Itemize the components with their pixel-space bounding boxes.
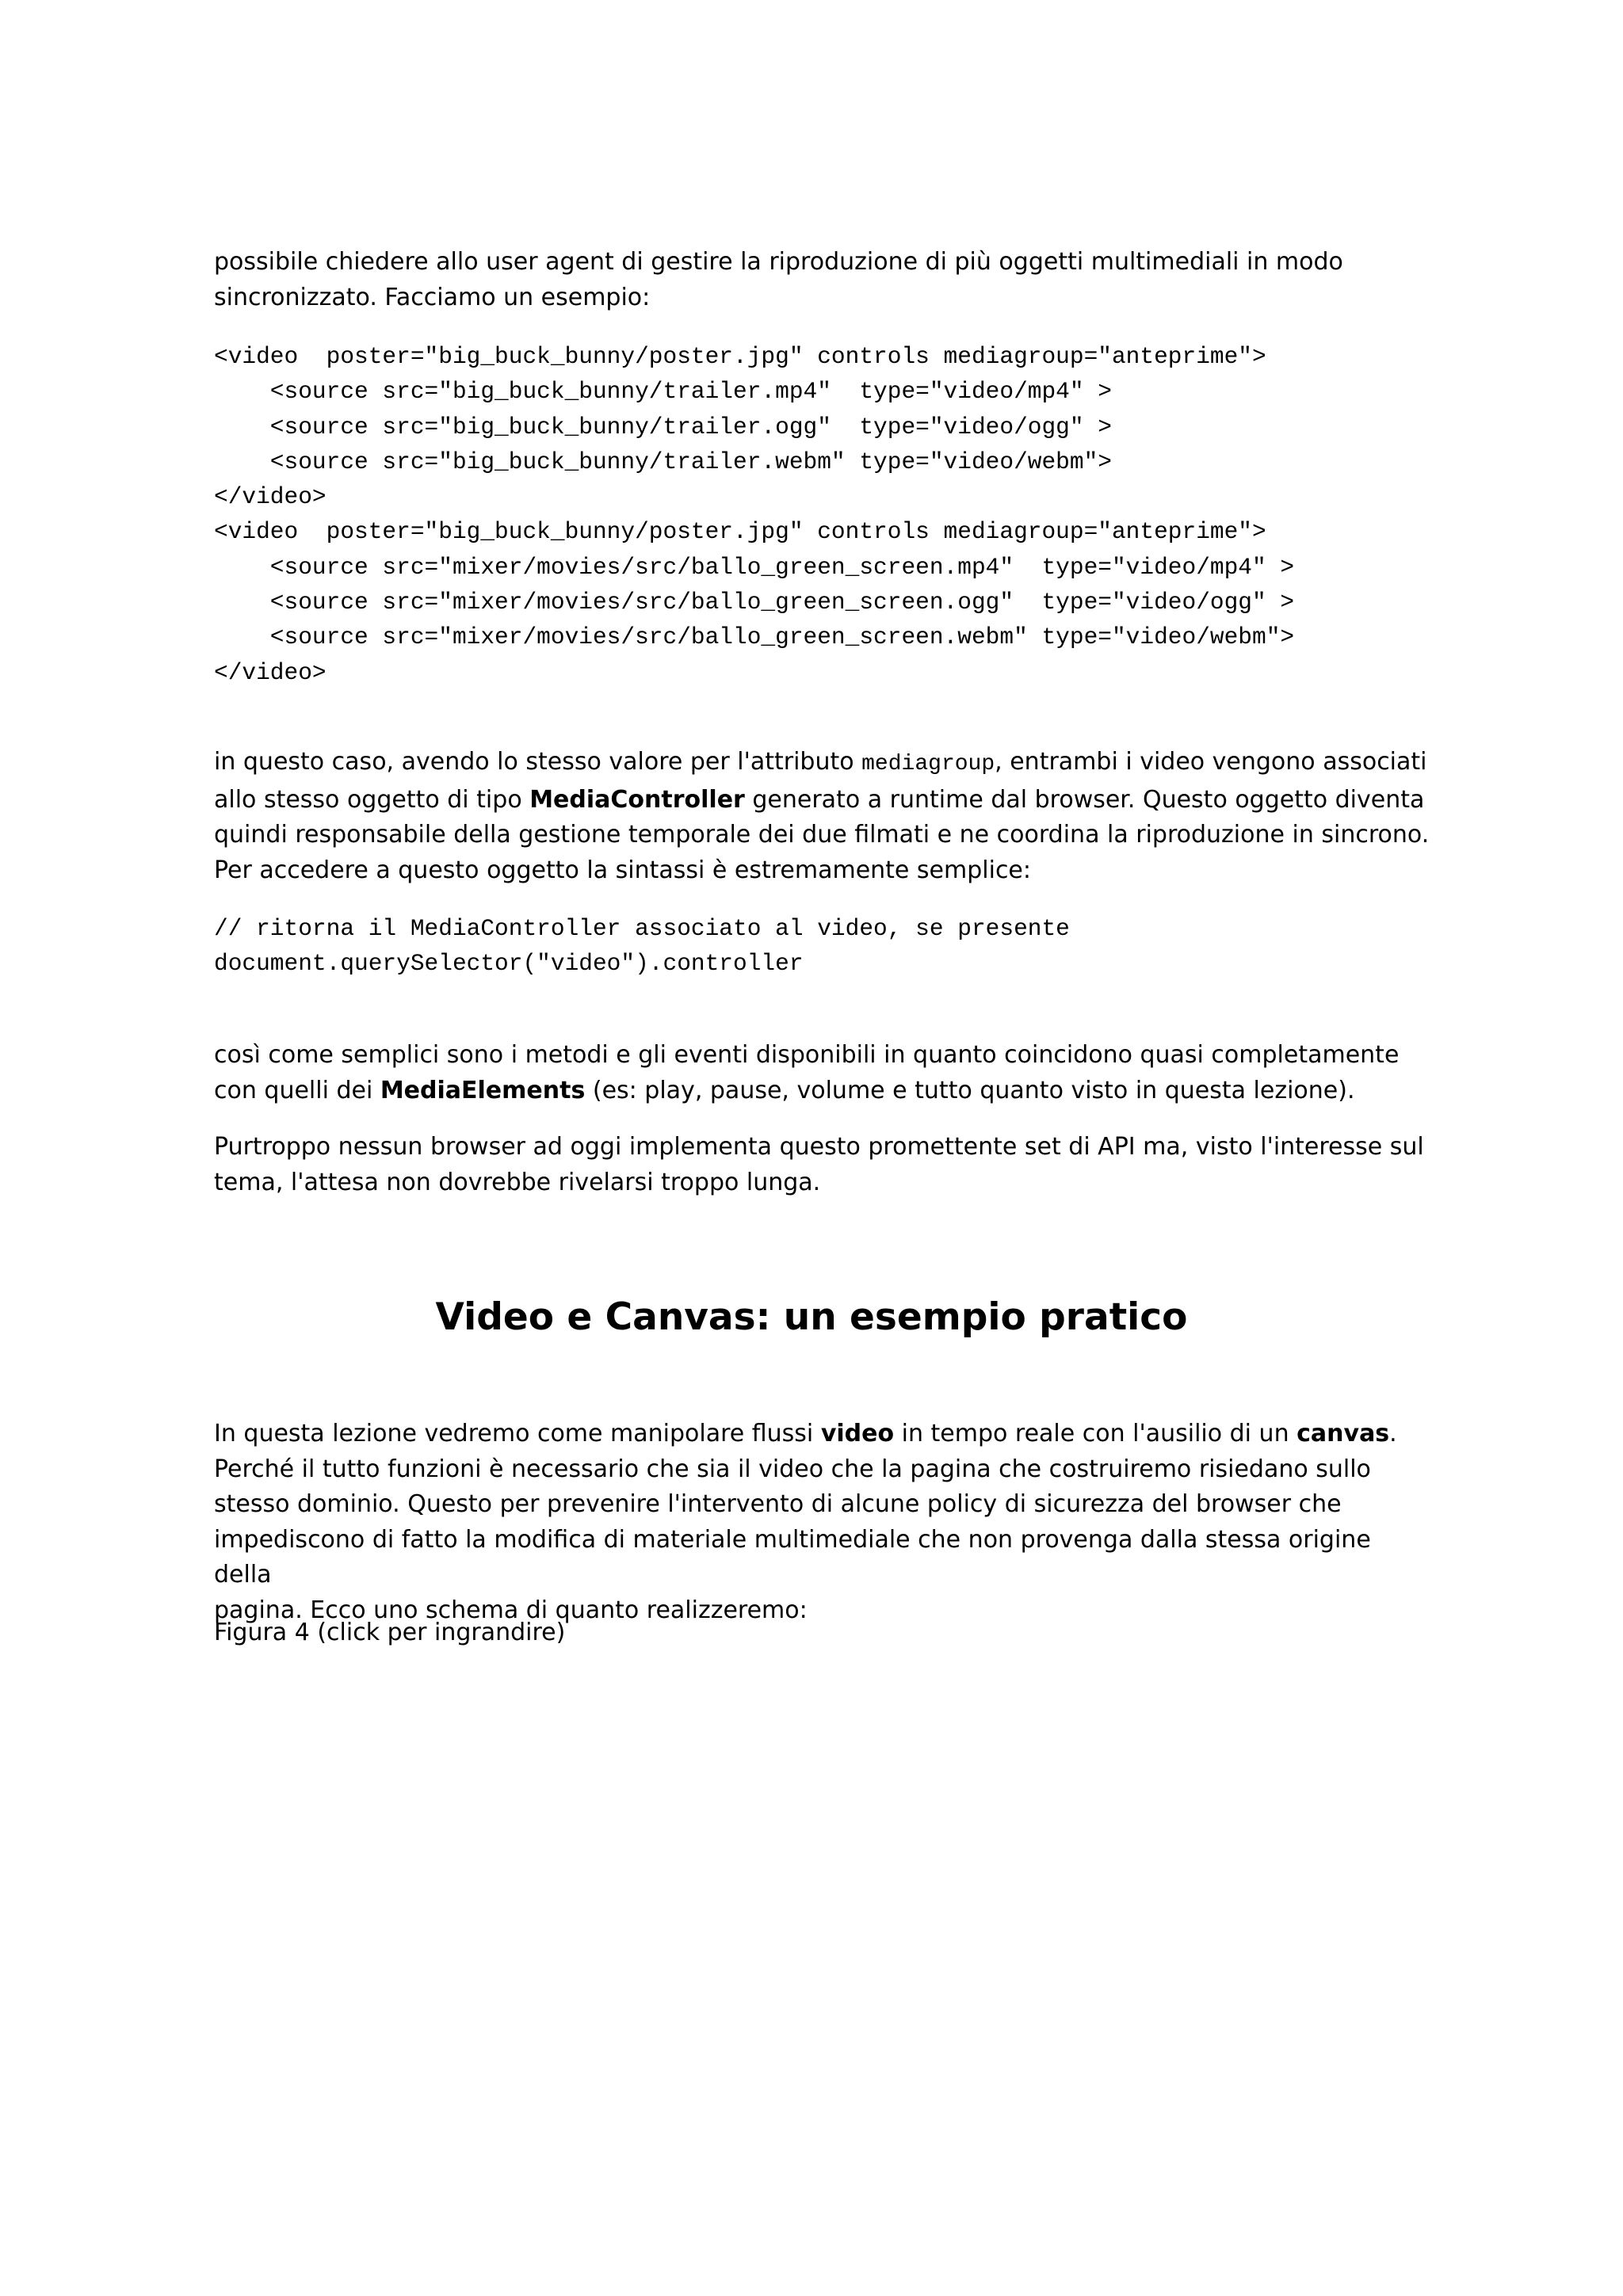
section-heading: Video e Canvas: un esempio pratico — [435, 1295, 1188, 1339]
mediagroup-paragraph: in questo caso, avendo lo stesso valore per l'attributo mediagroup, entrambi i video vengono associati allo stesso oggetto di tipo MediaController generato a runtime dal browser. Questo oggetto diventa quindi responsabile della gestione temporale dei due filmati e ne coordina la riproduzione in sincrono. Per accedere a questo oggetto la sintassi è estremamente semplice: — [214, 748, 1430, 884]
intro-paragraph — [214, 245, 1434, 315]
bold-term-mediaelements: MediaElements — [380, 1076, 586, 1104]
bold-term-canvas: canvas — [1296, 1420, 1390, 1447]
intro-line: possibile chiedere allo user agent di gestire la riproduzione di più oggetti multimediali in modo — [214, 248, 1343, 276]
code-line: <source src="mixer/movies/src/ballo_green_screen.mp4" type="video/mp4" > — [214, 553, 1295, 581]
code-line: <video poster="big_buck_bunny/poster.jpg" controls mediagroup="anteprime"> — [214, 518, 1266, 546]
inline-code-mediagroup: mediagroup — [861, 752, 995, 776]
canvas-intro-paragraph: In questa lezione vedremo come manipolare flussi video in tempo reale con l'ausilio di un canvas. Perché il tutto funzioni è necessario che sia il video che la pagina che costruiremo risiedano sullo stesso dominio. Questo per prevenire l'intervento di alcune policy di sicurezza del browser che impediscono di fatto la modifica di materiale multimediale che non provenga dalla stessa origine della pagina. Ecco uno schema di quanto realizzeremo: — [214, 1420, 1397, 1624]
code-line: <source src="big_buck_bunny/trailer.mp4" type="video/mp4" > — [214, 378, 1112, 406]
code-line: // ritorna il MediaController associato al video, se presente — [214, 915, 1070, 942]
methods-paragraph: così come semplici sono i metodi e gli eventi disponibili in quanto coincidono quasi completamente con quelli dei MediaElements (es: play, pause, volume e tutto quanto visto in questa lezione). — [214, 1041, 1400, 1104]
bold-term-mediacontroller: MediaController — [529, 785, 745, 814]
code-block-controller — [214, 911, 1070, 982]
code-line: <source src="mixer/movies/src/ballo_green_screen.webm" type="video/webm"> — [214, 624, 1295, 651]
intro-line: sincronizzato. Facciamo un esempio: — [214, 283, 651, 311]
figure-caption-link[interactable] — [214, 1615, 1434, 1651]
code-line: document.querySelector("video").controller — [214, 950, 804, 978]
browser-support-paragraph: Purtroppo nessun browser ad oggi implementa questo promettente set di API ma, visto l'interesse sul tema, l'attesa non dovrebbe rivelarsi troppo lunga. — [214, 1133, 1424, 1196]
code-line: <source src="big_buck_bunny/trailer.ogg" type="video/ogg" > — [214, 413, 1112, 441]
figure-caption-text[interactable]: Figura 4 (click per ingrandire) — [214, 1619, 566, 1646]
code-line: <source src="big_buck_bunny/trailer.webm" type="video/webm"> — [214, 448, 1112, 475]
bold-term-video: video — [820, 1420, 895, 1447]
code-line: <video poster="big_buck_bunny/poster.jpg" controls mediagroup="anteprime"> — [214, 343, 1266, 370]
code-line: <source src="mixer/movies/src/ballo_green_screen.ogg" type="video/ogg" > — [214, 589, 1295, 616]
code-line: </video> — [214, 658, 327, 686]
code-line: </video> — [214, 483, 327, 511]
code-block-mediagroup — [214, 339, 1294, 690]
